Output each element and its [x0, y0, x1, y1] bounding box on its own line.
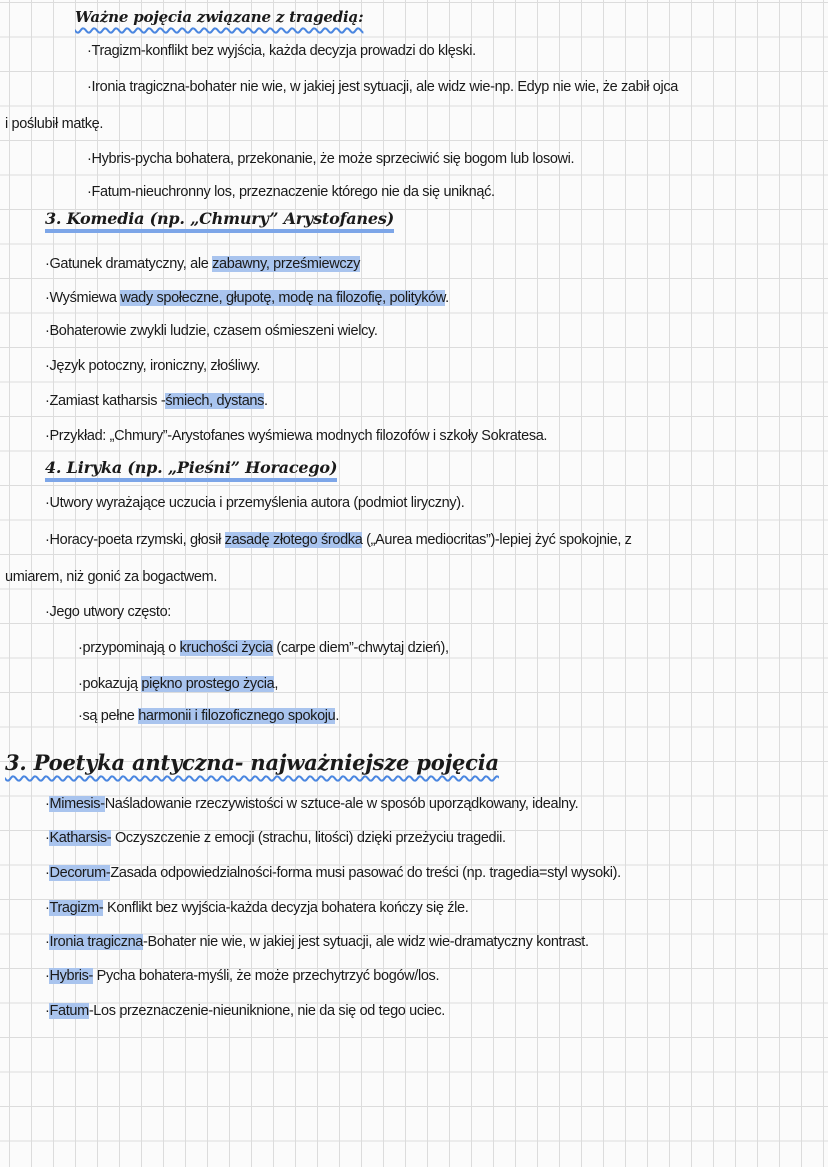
- bullet-line: [45, 492, 464, 514]
- title-line: [75, 6, 363, 28]
- highlighted-text: Katharsis-: [49, 830, 112, 846]
- bullet-line: [45, 897, 468, 919]
- text-segment: (carpe diem”-chwytaj dzień),: [272, 640, 449, 656]
- bullet-line: [78, 637, 449, 659]
- text-segment: ·Hybris-pycha bohatera, przekonanie, że może sprzeciwić się bogom lub losowi.: [87, 151, 575, 167]
- bullet-line: [45, 390, 268, 412]
- text-segment: („Aurea mediocritas”)-lepiej żyć spokojnie, z: [362, 532, 632, 548]
- bullet-line: [45, 253, 360, 275]
- highlighted-text: Decorum-: [49, 865, 111, 881]
- text-segment: Ważne pojęcia związane z tragedią:: [75, 8, 364, 26]
- text-segment: 3. Poetyka antyczna- najważniejsze pojęcia: [5, 750, 499, 775]
- text-segment: ·: [45, 968, 50, 984]
- text-segment: ·Fatum-nieuchronny los, przeznaczenie którego nie da się uniknąć.: [87, 184, 495, 200]
- text-segment: ·Wyśmiewa: [45, 290, 121, 306]
- text-segment: .: [335, 708, 340, 724]
- text-segment: -Los przeznaczenie-nieuniknione, nie da się od tego uciec.: [88, 1003, 445, 1019]
- bullet-line: [87, 148, 574, 170]
- text-segment: ·pokazują: [78, 676, 142, 692]
- highlighted-text: zasadę złotego środka: [224, 532, 363, 548]
- bullet-line: [45, 931, 589, 953]
- section-heading-line: [5, 752, 499, 774]
- text-segment: ·są pełne: [78, 708, 139, 724]
- bullet-line: [45, 1000, 445, 1022]
- continuation-line: [5, 113, 103, 135]
- bullet-line: [78, 705, 339, 727]
- bullet-line: [45, 862, 621, 884]
- text-segment: ·Przykład: „Chmury”-Arystofanes wyśmiewa modnych filozofów i szkoły Sokratesa.: [45, 428, 548, 444]
- wavy-underline: [5, 750, 499, 775]
- highlighted-text: Ironia tragiczna: [49, 934, 144, 950]
- text-segment: ·Język potoczny, ironiczny, złośliwy.: [45, 358, 261, 374]
- highlighted-text: zabawny, prześmiewczy: [212, 256, 361, 272]
- heading-line: [45, 457, 337, 479]
- text-segment: ·: [45, 900, 50, 916]
- highlighted-text: wady społeczne, głupotę, modę na filozofię, polityków: [120, 290, 446, 306]
- bullet-line: [45, 320, 378, 342]
- highlighted-text: śmiech, dystans: [165, 393, 265, 409]
- bullet-line: [87, 181, 495, 203]
- highlighted-text: Hybris-: [49, 968, 93, 984]
- wavy-underline: [75, 8, 363, 26]
- continuation-line: [5, 566, 217, 588]
- text-segment: 3. Komedia (np. „Chmury” Arystofanes): [45, 209, 395, 228]
- text-segment: umiarem, niż gonić za bogactwem.: [5, 569, 218, 585]
- highlighted-text: Fatum: [49, 1003, 89, 1019]
- heading-line: [45, 208, 394, 230]
- text-segment: ·Zamiast katharsis -: [45, 393, 166, 409]
- text-segment: Naśladowanie rzeczywistości w sztuce-ale w sposób uporządkowany, idealny.: [104, 796, 579, 812]
- bullet-line: [87, 40, 476, 62]
- highlighted-text: Tragizm-: [49, 900, 104, 916]
- text-segment: ·Utwory wyrażające uczucia i przemyślenia autora (podmiot liryczny).: [45, 495, 465, 511]
- text-segment: Konflikt bez wyjścia-każda decyzja bohatera kończy się źle.: [103, 900, 469, 916]
- text-segment: ·: [45, 796, 50, 812]
- text-segment: ·: [45, 934, 50, 950]
- text-segment: 4. Liryka (np. „Pieśni” Horacego): [45, 458, 338, 477]
- text-segment: ·przypominają o: [78, 640, 180, 656]
- text-segment: Zasada odpowiedzialności-forma musi pasować do treści (np. tragedia=styl wysoki).: [110, 865, 621, 881]
- bullet-line: [45, 827, 506, 849]
- text-segment: ·Ironia tragiczna-bohater nie wie, w jakiej jest sytuacji, ale widz wie-np. Edyp nie wie, że zabił ojca: [87, 79, 678, 95]
- highlighted-text: piękno prostego życia: [141, 676, 275, 692]
- text-segment: Oczyszczenie z emocji (strachu, litości) dzięki przeżyciu tragedii.: [111, 830, 506, 846]
- text-segment: Pycha bohatera-myśli, że może przechytrzyć bogów/los.: [92, 968, 440, 984]
- bullet-line: [45, 355, 260, 377]
- text-segment: ·: [45, 830, 50, 846]
- bullet-line: [45, 793, 578, 815]
- highlighted-text: harmonii i filozoficznego spokoju: [138, 708, 336, 724]
- bullet-line: [45, 425, 547, 447]
- highlighted-text: kruchości życia: [179, 640, 273, 656]
- text-segment: i poślubił matkę.: [5, 116, 104, 132]
- text-segment: ·Tragizm-konflikt bez wyjścia, każda decyzja prowadzi do klęski.: [87, 43, 476, 59]
- text-segment: ·: [45, 1003, 50, 1019]
- text-segment: .: [445, 290, 449, 306]
- bullet-line: [87, 76, 678, 98]
- text-segment: ·Gatunek dramatyczny, ale: [45, 256, 213, 272]
- underline-bar: [45, 209, 394, 233]
- text-segment: -Bohater nie wie, w jakiej jest sytuacji, ale widz wie-dramatyczny kontrast.: [143, 934, 589, 950]
- underline-bar: [45, 458, 337, 482]
- highlighted-text: Mimesis-: [49, 796, 105, 812]
- bullet-line: [78, 673, 278, 695]
- text-segment: ,: [274, 676, 278, 692]
- bullet-line: [45, 601, 171, 623]
- bullet-line: [45, 287, 449, 309]
- text-segment: ·Horacy-poeta rzymski, głosił: [45, 532, 225, 548]
- text-segment: ·Jego utwory często:: [45, 604, 171, 620]
- text-segment: ·: [45, 865, 50, 881]
- bullet-line: [45, 965, 439, 987]
- bullet-line: [45, 529, 632, 551]
- text-segment: ·Bohaterowie zwykli ludzie, czasem ośmieszeni wielcy.: [45, 323, 378, 339]
- text-segment: .: [264, 393, 268, 409]
